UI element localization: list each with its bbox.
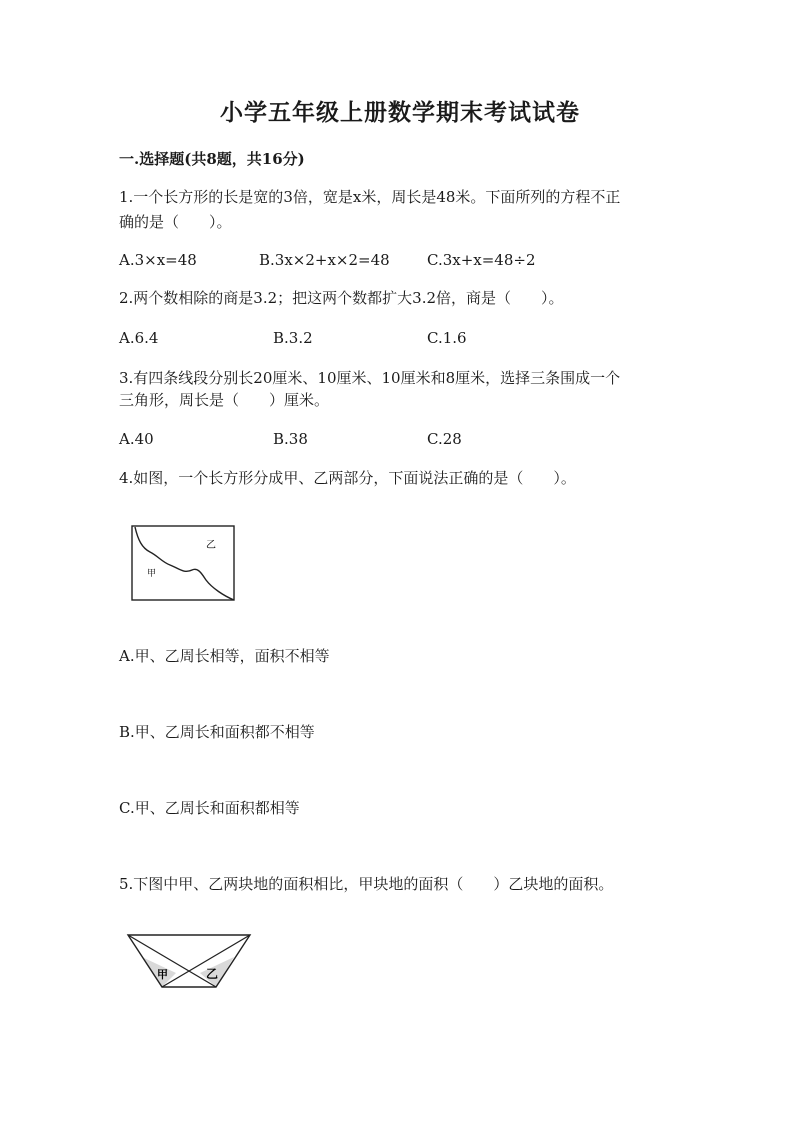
figure-label-yi: 乙 — [206, 540, 216, 551]
question-3-option-a[interactable]: A.40 — [119, 430, 154, 448]
question-1-option-a[interactable]: A.3×x=48 — [119, 251, 197, 269]
question-4-stem: 4.如图，一个长方形分成甲、乙两部分，下面说法正确的是（ ）。 — [119, 469, 576, 487]
figure-label-jia: 甲 — [157, 968, 168, 981]
figure-label-jia: 甲 — [147, 569, 157, 579]
question-5-figure — [126, 930, 252, 994]
question-1-option-c[interactable]: C.3x+x=48÷2 — [427, 251, 536, 269]
figure-rectangle — [132, 526, 234, 600]
question-3-option-c[interactable]: C.28 — [427, 430, 462, 448]
question-4-option-b[interactable]: B.甲、乙周长和面积都不相等 — [119, 723, 315, 741]
question-1-stem-line-1: 1.一个长方形的长是宽的3倍，宽是x米，周长是48米。下面所列的方程不正 — [119, 188, 621, 206]
question-4-option-a[interactable]: A.甲、乙周长相等，面积不相等 — [119, 647, 330, 665]
question-3-stem-line-2: 三角形，周长是（ ）厘米。 — [119, 391, 330, 409]
figure-diagonal-1 — [128, 935, 219, 987]
question-4-option-c[interactable]: C.甲、乙周长和面积都相等 — [119, 799, 300, 817]
question-5-stem: 5.下图中甲、乙两块地的面积相比，甲块地的面积（ ）乙块地的面积。 — [119, 875, 614, 893]
figure-curve — [135, 527, 234, 600]
question-2-option-a[interactable]: A.6.4 — [119, 329, 159, 347]
question-3-stem-line-1: 3.有四条线段分别长20厘米、10厘米、10厘米和8厘米，选择三条围成一个 — [119, 369, 621, 387]
question-2-option-c[interactable]: C.1.6 — [427, 329, 467, 347]
figure-label-yi: 乙 — [206, 967, 219, 981]
question-3-option-b[interactable]: B.38 — [273, 430, 308, 448]
question-2-option-b[interactable]: B.3.2 — [273, 329, 313, 347]
page-title: 小学五年级上册数学期末考试试卷 — [220, 99, 580, 126]
section-heading: 一.选择题(共8题，共16分) — [119, 150, 305, 168]
question-2-stem: 2.两个数相除的商是3.2；把这两个数都扩大3.2倍，商是（ ）。 — [119, 289, 564, 307]
question-4-figure — [128, 522, 238, 604]
question-1-stem-line-2: 确的是（ ）。 — [119, 213, 232, 231]
question-1-option-b[interactable]: B.3x×2+x×2=48 — [259, 251, 390, 269]
